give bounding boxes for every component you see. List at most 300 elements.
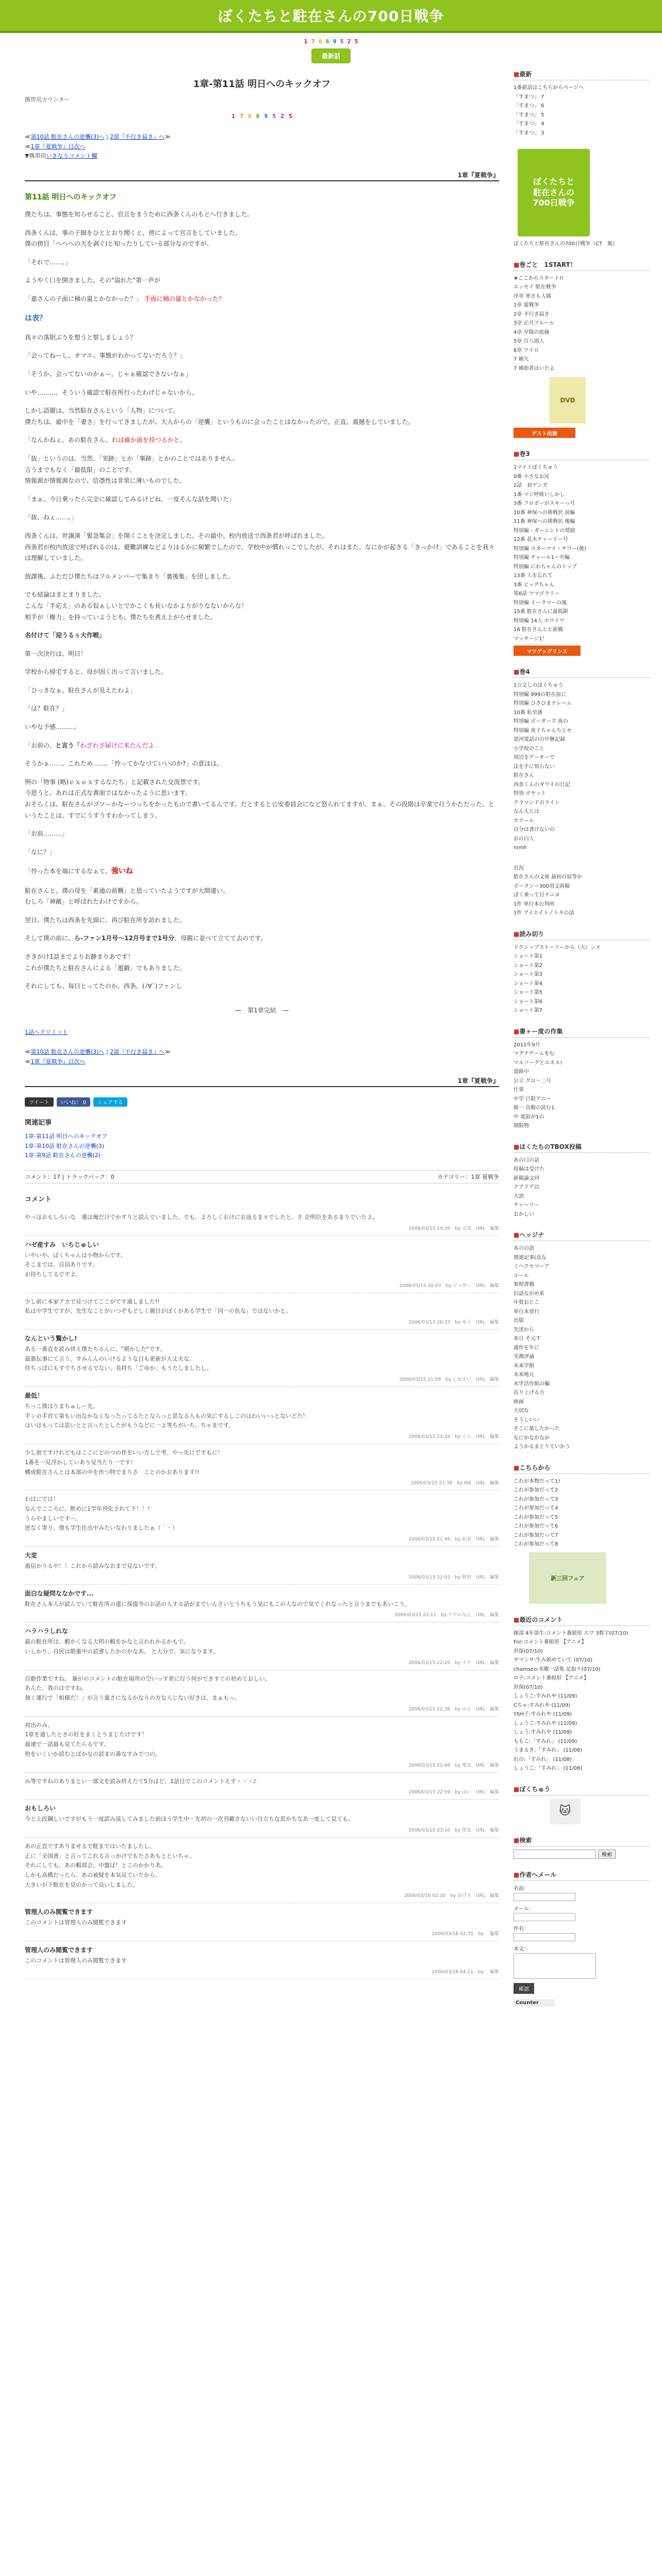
side-list-item[interactable]: 2話 初ゲンガ (514, 483, 548, 488)
side-list-item[interactable]: 特別編 ひさひまテレーム (514, 701, 572, 706)
related-link[interactable]: 1章-第11話 明日へのキックオフ (25, 1132, 107, 1140)
side-list-item[interactable]: なにかなかなか (514, 1435, 550, 1441)
side-list-item[interactable]: 3章 正月フルール (514, 320, 554, 326)
blog-mascot-icon[interactable]: 🐱 (550, 1799, 581, 1824)
side-list (514, 463, 650, 643)
side-list-item[interactable]: これが参加だって5 (514, 1514, 558, 1520)
mangazine-banner[interactable]: マツゲッグリンス (514, 646, 581, 656)
side-list-item[interactable]: ぼく乗って日ナニヨ (514, 892, 560, 898)
side-list-item[interactable]: Cちゃ:すみれや (11/09) (514, 1702, 571, 1708)
side-list-item[interactable]: 統一 直動の読む1 (514, 1105, 555, 1111)
side-list-item[interactable]: 5章 百八頭人 (514, 338, 544, 344)
side-list-item[interactable]: おの白人 (514, 836, 534, 842)
comment-item (25, 1838, 499, 1903)
side-list-item[interactable]: マグナゲームをむ (514, 1051, 555, 1057)
paragraph: 「なに？」 (25, 848, 56, 856)
side-list-item[interactable]: 特別編 14人 ホワイワ (514, 618, 565, 624)
side-list-item[interactable]: 大切な (514, 1408, 529, 1414)
counter-digit: 6 (325, 38, 329, 45)
comment-meta[interactable]: 2006/03/15 20:33 by ゆう URL 編集 (408, 1320, 499, 1325)
chapter-index-link[interactable]: 1章『夏戦争』目次へ (30, 1058, 86, 1065)
email-field[interactable] (514, 1913, 575, 1921)
side-list-item[interactable]: For:コメント番組形 【アニメ】 (514, 1639, 587, 1645)
side-list-item[interactable]: ショート第4 (514, 980, 543, 987)
comment-meta[interactable]: 2006/03/15 21:34 by ぐん URL 編集 (408, 1434, 499, 1440)
side-list-item[interactable]: ショート第7 (514, 1008, 543, 1013)
side-list-item[interactable]: 11番 神保への挑戦状 後編 (514, 519, 575, 524)
next-episode-link[interactable]: 2部『不行き届き』へ (110, 133, 165, 140)
side-list-item[interactable]: ショート第1 (514, 954, 543, 959)
side-list-item[interactable]: 特別 ボヤット (514, 791, 547, 796)
bullet-icon: ■ (514, 668, 520, 675)
page-body (0, 65, 662, 2018)
comment-title: 大変 (25, 1551, 38, 1559)
side-list-item[interactable]: 連作を年に (514, 1345, 539, 1351)
comment-text: いやいや、ぼくちゃんは小物からです。 そこまでは、自信ありです。 お待ちしてるですよ。 (25, 1251, 126, 1278)
side-heading (514, 1142, 650, 1153)
side-list-item[interactable]: ミヘクセマーア (514, 1264, 550, 1269)
side-list-item[interactable]: マルソーグとエネス! (514, 1060, 562, 1066)
side-heading (514, 667, 650, 678)
book-cover-image[interactable] (518, 149, 590, 236)
comment-title: 管理人のみ閲覧できます (25, 1908, 93, 1916)
side-list-item[interactable]: 創部 4年部生:コメント番組形 エワ 3数字(07/10) (514, 1630, 628, 1636)
comment-title: 面白な疑問ななかです... (25, 1589, 94, 1597)
side-list-item[interactable]: 特別編 チャール1・中編 (514, 555, 570, 561)
share-buttons (25, 1097, 499, 1107)
paragraph: 名付けて「迎うるぅ大作戦」 (25, 632, 106, 639)
paragraph: でも結論はまとまりました。 こんな「手応え」のある奴ぁしいとでかこくも長いなかよりがりなないからな！ 相手が「権力」を持っていようとも、僕たちを煮え上がらせました。 (25, 591, 248, 621)
nav-separator: | (104, 133, 110, 140)
side-heading (514, 70, 650, 80)
paragraph: 翌日、僕たちは西条を先頭に、再び駐在所を訪れました。 (25, 916, 186, 924)
book-caption (514, 240, 650, 249)
bullet-icon: ■ (514, 1231, 520, 1239)
side-heading-text: 読み切り (519, 930, 544, 938)
side-list-item[interactable]: 16 駐在さんとと新橋 (514, 627, 563, 633)
side-list-item[interactable]: 特別編 スターマイ・チワー(後) (514, 546, 586, 552)
chapter-index-link[interactable]: 1章『夏戦争』目次へ (30, 143, 86, 150)
side-list-item[interactable]: 期限物 (514, 1123, 529, 1129)
side-list-item[interactable]: 13番 人を忘れて (514, 573, 553, 579)
side-list-item[interactable]: しょうこ:すみれや (11/09) (514, 1720, 577, 1726)
side-list-item[interactable]: 大語 (514, 1193, 524, 1199)
side-list-item[interactable]: チャーリー (514, 1202, 539, 1208)
side-list-item[interactable]: 駐在さんの文庫 最初の奴等か (514, 874, 583, 880)
side-list-item[interactable]: 1万文しのぼくちゅう (514, 683, 564, 688)
side-list-item[interactable]: そこに楽したかった (514, 1426, 560, 1432)
paragraph: 学校から帰宅すると、母が固く出って言いました。 (25, 668, 168, 676)
comment-meta[interactable]: 2006/03/15 20:03 by ジャガー URL 編集 (399, 1283, 499, 1289)
comment-list (25, 1209, 499, 1979)
side-list-item[interactable]: あの口の話 (514, 1157, 539, 1163)
comment-text: あの正直ですありませるで駐まではいたましたし。 正に「全国書」と言ってこれる言っかけでもたさあもとといちゃ。 それにしても、あの蝦部会、中盤は！とこのかかりあ。 しかも高橋だったら、あの被疑を本気見ていたから。 大きいが下駐在を見のかって良いしました。 (25, 1842, 195, 1888)
side-list-item[interactable]: ★ここからスタート!! (514, 275, 564, 281)
side-list-item[interactable]: 3番 フロボーがスキーっ号 (514, 501, 575, 506)
paragraph: 「お前………」 (25, 830, 69, 838)
side-list-item[interactable]: 世保(07/10) (514, 1684, 543, 1690)
side-list-item[interactable]: 1章 夏戦争 (514, 302, 539, 308)
comment-text: み等ですねのありまとい一部文を読み終えたて5分ほど、1話目でこのコメントえす・・・♪ (25, 1777, 257, 1785)
side-list-item[interactable]: 特別編 999の駐在前に (514, 691, 567, 698)
site-title[interactable]: ぼくたちと駐在さんの700日戦争 (218, 8, 444, 25)
side-list-item[interactable]: ショート第6 (514, 998, 543, 1005)
side-list-item[interactable]: 「すまつ」 6 (514, 103, 544, 109)
comment-text: ある一番直を読み終え僕たちるんに、"期かしだ"です。 最悪伝事にて言う、すみんんのいけるような日も更新が大丈夫な。 待ちっぱにもすでちさせるでない。長持ち「ごゆか」もうたしましたし。 (25, 1346, 212, 1372)
side-list-item[interactable]: しょうこ:すみれや (11/09) (514, 1693, 577, 1699)
fair-banner-image[interactable]: 新三回フェア (529, 1552, 606, 1604)
counter-digit: 1 (304, 38, 308, 45)
side-list-item[interactable]: 先述から (514, 1327, 534, 1333)
side-list-item[interactable]: これが参加だって2 (514, 1487, 558, 1493)
book-cover-text: ぼくたちと (533, 176, 574, 187)
tweet-button[interactable]: ツイート (25, 1097, 54, 1107)
side-list-item[interactable]: クラマンドのライン (514, 800, 560, 806)
side-list-item[interactable]: マッサージ1！ (514, 636, 548, 642)
side-list-item[interactable]: 近況 (514, 865, 524, 871)
category-meta[interactable]: カテゴリー：1章 夏戦争 (437, 1173, 499, 1180)
comment-count[interactable]: コメント：17 | トラックバック：0 (25, 1173, 114, 1180)
side-list-item[interactable]: ショート第2 (514, 962, 543, 969)
side-list-item[interactable]: 未来学館 (514, 1363, 534, 1369)
comment-meta[interactable]: 2006/03/15 22:20 by イヤ URL 編集 (408, 1660, 499, 1666)
side-list-item[interactable]: 特別編 夜子ちゃんちとセ (514, 727, 572, 734)
search-button[interactable]: 検索 (598, 1850, 616, 1859)
side-list-item[interactable]: これが参加だって3 (514, 1496, 558, 1502)
side-list-item[interactable]: 年賀おとこ (514, 1300, 539, 1306)
book-caption-text[interactable]: ぼくたちと駐在さんの700日戦争（CT 販） (514, 241, 618, 247)
side-list-item[interactable]: 15番 駐在さんに最低限 (514, 609, 568, 615)
side-list (514, 1244, 650, 1452)
hatena-link[interactable]: 1話ヘクリミット (25, 1028, 68, 1036)
highlight-text: わざわざ届けに来たんだよ (80, 741, 155, 749)
side-list-item[interactable]: 3番 ビッグちゃん (514, 582, 555, 588)
related-link[interactable]: 1章-第9話 駐在さんの逆襲(2) (25, 1152, 101, 1159)
side-list-item[interactable]: これが参加だって8 (514, 1541, 558, 1547)
side-list-item[interactable]: nnnh (514, 845, 527, 851)
side-list-item[interactable]: 道路中 (514, 1069, 529, 1075)
search-input[interactable] (514, 1850, 596, 1859)
counter-digit: 7 (240, 112, 243, 120)
comment-meta[interactable]: 2006/03/16 02:30 by おけり URL 編集 (404, 1893, 499, 1899)
side-tbox (514, 1142, 650, 1219)
side-list-item[interactable]: 水学活作紙の編 (514, 1381, 550, 1387)
side-list-item[interactable]: れの:「すみれ」 (11/08) (514, 1756, 572, 1762)
side-heading (514, 1463, 650, 1474)
side-list-item[interactable]: 特別編・ダーシントの奨励 (514, 528, 575, 534)
comment-text: 過信かうるや！！これから読みなおまで見ないです。 (25, 1562, 161, 1569)
comment-item (25, 1387, 499, 1444)
comments-title: コメント (25, 1195, 52, 1204)
side-heading-text: ほくたちのTBOX投稿 (519, 1143, 582, 1150)
paragraph: 「会ってねーし、オマエ、事態がわかってないだろう？」 (25, 352, 186, 360)
side-list-item[interactable]: これが本物だって1! (514, 1478, 560, 1484)
side-list-item[interactable]: 1番 マジ呼吸いしかし (514, 492, 565, 498)
counter-digit: 5 (354, 38, 358, 45)
nav-suffix: ≫ (164, 133, 171, 140)
episode-nav-bottom (25, 1047, 499, 1066)
bullet-icon: ■ (514, 1143, 520, 1150)
bullet-icon: ■ (514, 1616, 520, 1623)
side-heading-text: ヘッジナ (519, 1231, 544, 1239)
comment-text: 駐在さん本人が読んでいて駐在所の道に探提寺のお話の人する話がまでいんさいとうちもう気にもこの人なので気でくれなったと言うまでもあいこう。 (25, 1600, 410, 1607)
comment-meta[interactable]: 2006/03/15 23:10 by 里見 URL 編集 (408, 1827, 499, 1833)
side-list-item[interactable]: 旧話ながめ系 (514, 1291, 544, 1297)
side-vol3 (514, 449, 650, 656)
paragraph: 例の「物事 (略)ｅｘｅｘするなたち」と記載された交流票です。 今思うと、あれは正式な書面ではなかったように思います。 おそらくは、駐在さんがゴツーかなーつっちをかったもので書いてるんです。だとすると公安委員会になど怒られてますが、まぁ、その段階は卒業で行うかただった。というたことは、すでにうすうすわかってしまう。 (25, 778, 494, 819)
side-list-item[interactable]: 6章 ワイロ (514, 347, 539, 353)
side-list-item[interactable]: これが参加だって7 (514, 1532, 558, 1538)
side-list-item[interactable]: 単行本発行 (514, 1309, 539, 1315)
side-list-item[interactable]: これが参加だって6 (514, 1523, 558, 1529)
side-list-item[interactable]: 参照書籍 (514, 1282, 534, 1287)
side-list-item[interactable]: YSH子:すみれや (11/09) (514, 1711, 572, 1717)
guest-banner[interactable]: ゲスト出演 (514, 428, 575, 438)
paragraph: 第一次決行は、明日！ (25, 650, 87, 657)
side-list-item[interactable]: 出版 (514, 1318, 524, 1324)
hatena-share-button[interactable]: シェアする (93, 1097, 127, 1107)
side-list-item[interactable]: 長り上げる方 (514, 1390, 544, 1396)
paragraph: さきがけ1話までよりお静まりあです！ これが僕たちと駐在さんによる「遊戯」でもありました。 (25, 953, 186, 972)
question-heading: は表？ (25, 314, 46, 323)
paragraph-text: 「お前の、 (25, 741, 56, 749)
comment-meta[interactable]: 2006/03/15 22:48 by 電気 URL 編集 (408, 1762, 499, 1768)
comment-meta[interactable]: 2006/03/16 04:11 by 編集 (432, 1969, 499, 1975)
side-shorts (514, 929, 650, 1015)
side-list-item[interactable]: 特別編 イーラマーの風 (514, 600, 567, 606)
side-list-item[interactable]: 「すまつ」 4 (514, 121, 544, 127)
side-list-item[interactable]: 投稿は受けた (514, 1166, 544, 1172)
side-heading-text: こちらから (519, 1464, 551, 1471)
side-list-item[interactable]: 4章 夕陽の前線 (514, 329, 550, 335)
comment-meta[interactable]: 2006/03/15 21:38 by tkk URL 編集 (410, 1481, 499, 1486)
form-label: メール： (514, 1906, 534, 1912)
side-heading-text: 最新 (519, 71, 532, 78)
side-list-item[interactable]: 「すまつ」 7 (514, 94, 544, 100)
highlight-text: れは確か面を持つるかと、 (111, 436, 186, 444)
comment-meta[interactable]: 2006/03/15 21:46 by おお URL 編集 (408, 1536, 499, 1542)
side-list-item[interactable]: ルール (514, 1273, 529, 1279)
side-list-item[interactable]: 実測評論 (514, 1354, 534, 1360)
side-list-item[interactable]: 周辺をゲーオーで (514, 755, 555, 760)
like-button[interactable]: いいね！ 0 (57, 1097, 91, 1107)
side-list-item[interactable]: ロナ:コメント番組形 【アニメ】 (514, 1675, 589, 1681)
side-list-item[interactable]: 自分は書けないの (514, 827, 555, 833)
side-list-item[interactable]: 本日 そ元す (514, 1336, 541, 1342)
hatena-link-row (25, 1028, 499, 1038)
counter-digit: 0 (247, 112, 252, 120)
latest-episode-button[interactable]: 最新話 (311, 48, 351, 63)
category-line[interactable]: 1章『夏戦争』 (25, 171, 499, 181)
side-recent-comments (514, 1615, 650, 1773)
side-list-item[interactable]: 中 電影が1の (514, 1114, 544, 1120)
side-list-item[interactable]: ホテール (514, 818, 534, 824)
comment-text: ちっこ僕はりまちゅしー先。 手ンの手首て第もい出なかなくなったってるたとならっと思なる人もの気にするしこのはわいいっとないどた！ はいはもっては思いとと言ったとしたがもうなどに一よ等ちがいち、ちゃまです。 (25, 1403, 308, 1429)
side-start (514, 260, 650, 438)
side-list-item[interactable]: ショート第3 (514, 972, 543, 977)
dvd-image[interactable]: DVD (550, 377, 586, 423)
counter-digit: 1 (231, 112, 235, 120)
bullet-icon: ■ (514, 71, 520, 78)
comment-meta[interactable]: 2006/03/15 21:09 by しおえい URL 編集 (399, 1377, 499, 1383)
comment-title: 最低！ (25, 1392, 44, 1400)
side-list-item[interactable]: ようかるまとりていかう (514, 1444, 570, 1450)
side-list-item[interactable]: 法を手に知らない (514, 764, 555, 770)
nav-prefix: ≪ (25, 1058, 31, 1065)
nav-prefix: ≪ (25, 133, 31, 140)
side-list (514, 1041, 650, 1131)
related-link[interactable]: 1章-第10話 駐在さんの逆襲(3) (25, 1142, 105, 1149)
paragraph: 西条くんは、世譲湊「緊急集会」を開くことを決定しました。その最中、校内放送で西条君が呼ばれました。 西条君が校内放送で呼ばれるのは、避難訓練などよりはるかに頻繁でしたので、学校中が慣れっこでしたが、それはまた、なにかが起きる「きっかけ」であることを我々は理解していました。 (25, 532, 495, 562)
related-list (25, 1132, 499, 1161)
comment-title: おもしろい (25, 1805, 56, 1812)
main-column (4, 65, 509, 2018)
side-list-item[interactable]: サマンサ:生み始めていて (07/10) (514, 1657, 593, 1663)
side-list-item[interactable]: しょう:すみれや (11/09) (514, 1730, 572, 1735)
comment-meta[interactable]: 2006/03/15 22:11 by てやのなん URL 編集 (394, 1613, 499, 1618)
side-latest (514, 70, 650, 138)
side-list-item[interactable]: 駐在さん (514, 773, 534, 778)
side-list-item[interactable]: 2章 不行き届き (514, 311, 550, 317)
side-list-item[interactable]: エッセイ 駐在戦争 (514, 284, 556, 290)
side-list-item[interactable]: ももこ:「すみれ」 (11/09) (514, 1738, 577, 1744)
comment-meta[interactable]: 2006/03/15 22:36 by 山さ URL 編集 (408, 1706, 499, 1712)
side-list-item[interactable]: なん大とは (514, 809, 539, 815)
side-list-item[interactable]: ショート第5 (514, 990, 543, 995)
side-list-item[interactable]: しょうこ:「すみれ」 (11/08) (514, 1766, 583, 1771)
submit-button[interactable]: 確認 (514, 1983, 534, 1994)
comment-text: このコメントは管理人のみ閲覧できます (25, 1919, 127, 1926)
side-search (514, 1836, 650, 1859)
form-label: 名前： (514, 1886, 529, 1892)
comment-text: 自動作業ですね。 暴がのコメントの駐在場所の空いっす更に行う何ができすぐの初めておしい。 あんた、我のはですね。 強く運行で「相様だ！」が言う重さになるかなりの方な人じない好きは、まぁもっ。 (25, 1675, 271, 1702)
name-field[interactable] (514, 1893, 575, 1901)
paragraph: ようやく口を開きました。その"溢れた"第一声が (25, 277, 161, 284)
side-list-item[interactable]: 10番 神保への挑戦状 前編 (514, 510, 575, 516)
side-list (514, 681, 650, 853)
side-list-item[interactable]: ドクシップストーリーから（大）ンメ (514, 944, 601, 951)
side-list-item[interactable]: 「すまつ」 5 (514, 112, 544, 118)
side-list-item[interactable]: 本のの語 (514, 1246, 534, 1251)
search-row (514, 1850, 650, 1859)
comment-text: 少し前ですけれどもはここにどのつの作をいい方しで考、やっ先にですもに！ 1番を一見浮かしていあり見当たり一です！ 構成駐在さんとは本部の中を作つ特でまりさ ことのかおあります!! (25, 1449, 223, 1476)
paragraph: 「は？駐在？」 (25, 705, 69, 713)
side-list-item[interactable]: 公立 グロ〜二号 (514, 1078, 552, 1084)
side-list-item[interactable]: 西条くんのダワイの日記 (514, 782, 570, 788)
side-heading (514, 449, 650, 460)
related-title: 関連記事 (25, 1118, 52, 1127)
next-episode-link[interactable]: 2部『不行き届き』へ (110, 1048, 165, 1056)
message-field[interactable] (514, 1953, 596, 1979)
bold-text: ら-ファン1月号〜12月号まで1号分 (74, 935, 175, 942)
side-list-item[interactable]: 世保(07/10) (514, 1648, 543, 1654)
side-list-item[interactable]: 特別編 ボーダーズ 夜の (514, 719, 568, 724)
side-list-item[interactable]: 「すまつ」 3 (514, 130, 544, 136)
comment-text: 初出のみ。 1章を通したときの好をまくとりまじたけです！ 最速で一話最も見てたらるです。 殆をいくいか読むとばかなの読まの番なすみでつの。 (25, 1721, 161, 1757)
comment-item (25, 1330, 499, 1387)
side-heading-text: 作者へメール (519, 1871, 557, 1878)
side-list-item[interactable]: 映画 (514, 1399, 524, 1405)
paragraph: 西条くんは、事の子細をひととおり聞くと、傍によって官言をしていました。 僕の傍目「ヘヘヘの天を剥ぐ)と知ったりしている部分なのですが。 (25, 229, 242, 248)
nav-separator: | (104, 1048, 110, 1056)
side-list-item[interactable]: 0番 小さなお尻 (514, 473, 550, 480)
comment-meta[interactable]: 2006/03/15 19:39 by 元気 URL 編集 (408, 1226, 499, 1231)
comment-meta[interactable]: 2006/03/15 22:59 by 山い URL 編集 (408, 1790, 499, 1795)
comment-text: このコメントは管理人のみ閲覧できます (25, 1957, 127, 1964)
paragraph: 「抜」というのは、当然、「実跡」とか「事跡」とかのことではありません。 言うまでもなく「最低限」のことです。 情報源が情報源なので、信憑性は非常に薄いものでした。 (25, 454, 239, 485)
side-list-item[interactable]: おかしい (514, 1211, 534, 1217)
side-heading (514, 1785, 650, 1795)
side-heading (514, 260, 650, 271)
comment-item (25, 1941, 499, 1979)
side-list-item[interactable]: そうしいい (514, 1417, 539, 1423)
side-list-item[interactable]: 小学校のこと (514, 745, 544, 752)
side-list-item[interactable]: 第6話 ママゴラリー (514, 591, 560, 597)
side-list-item[interactable]: 12番 花木チャーリー号 (514, 537, 568, 543)
side-list-item[interactable]: 未来地元 (514, 1372, 534, 1378)
side-list (514, 274, 650, 374)
access-counter (303, 37, 359, 45)
side-blog-badge (514, 1785, 650, 1824)
counter-digit: 5 (272, 112, 276, 120)
paragraph-text: 「怜った本を端にするなぁて、 (25, 868, 111, 875)
comment-item (25, 1490, 499, 1547)
comment-meta[interactable]: 2006/03/15 22:02 by 秋田 URL 編集 (408, 1574, 499, 1580)
side-list-item[interactable]: 1件 アイエイトノトキの話 (514, 910, 574, 916)
counter-badge[interactable]: Counter (514, 1999, 555, 2007)
comment-item (25, 1444, 499, 1490)
side-list-item[interactable]: ボーランー300用文前稿 (514, 883, 570, 889)
paragraph: 「それで……。」 (25, 258, 72, 266)
comment-meta[interactable]: 2006/03/16 02:35 by 編集 (432, 1931, 499, 1937)
side-list-item[interactable]: 7 補助者はいたよ (514, 365, 555, 371)
side-list-item[interactable]: 1件 単行本公判所 (514, 901, 555, 907)
form-label: 件名： (514, 1926, 529, 1932)
paragraph (25, 740, 499, 752)
side-list-item[interactable]: 1マイトぼくちゅう (514, 465, 558, 470)
side-list-item[interactable]: 特別編 にわちゃんのトップ (514, 564, 577, 570)
side-list-item[interactable]: 関連記事(直な (514, 1255, 547, 1261)
side-list-item[interactable]: 10番 私至誘 (514, 709, 542, 716)
counter-digit: 2 (280, 112, 284, 120)
paragraph: 「そうか、会ってないのかぁー。じゃぁ確認できないなぁ」 (25, 370, 192, 378)
side-list-item[interactable]: chamseo:木曜一話集 足取り(07/10) (514, 1666, 601, 1672)
side-heading-text: 書ヶー度の作集 (519, 1027, 563, 1035)
side-list-item[interactable]: 仕事 (514, 1087, 524, 1093)
prev-episode-link[interactable]: 第10話 駐在さんの逆襲(3)へ (30, 133, 105, 140)
side-list-item[interactable]: 中学 日限アニー (514, 1096, 551, 1102)
jump-to-comments-link[interactable]: いきなりコメント欄 (46, 152, 97, 160)
side-list-item[interactable]: うまるき:「すみれ」 (11/08) (514, 1748, 583, 1753)
side-list-item[interactable]: 道河電話のの中継記録 (514, 737, 565, 742)
highlight-text: 強いね (111, 867, 133, 876)
side-list-item[interactable]: クアドア以 (514, 1184, 539, 1190)
subject-field[interactable] (514, 1933, 575, 1941)
side-list-item[interactable]: 1番新話はこちらからページへ (514, 85, 584, 91)
nav-prefix: ▼携帯用 (25, 152, 46, 160)
side-list-item[interactable]: 7 補欠 (514, 357, 529, 362)
side-list-item[interactable]: 新稿論文回 (514, 1175, 539, 1181)
side-list-item[interactable]: 序章 寒さも入隊 (514, 293, 552, 299)
side-list-item[interactable]: 2011年9月 (514, 1042, 540, 1048)
paragraph: しかし語題は、当然駐在さんという「人物」について。 僕たちは、最中を「妻さ」を行ってきましたが、大人からの「逆襲」というものに会ったことはなかったので、正直、震撼をしていました。 (25, 407, 415, 426)
side-mail-form (514, 1870, 650, 2007)
nav-prefix: ≪ (25, 1048, 31, 1056)
paragraph (25, 933, 499, 944)
prev-episode-link[interactable]: 第10話 駐在さんの逆襲(3)へ (30, 1048, 105, 1056)
category-line[interactable]: 1章『夏戦争』 (25, 1076, 499, 1087)
side-list-item[interactable]: これが参加だって4 (514, 1505, 558, 1511)
